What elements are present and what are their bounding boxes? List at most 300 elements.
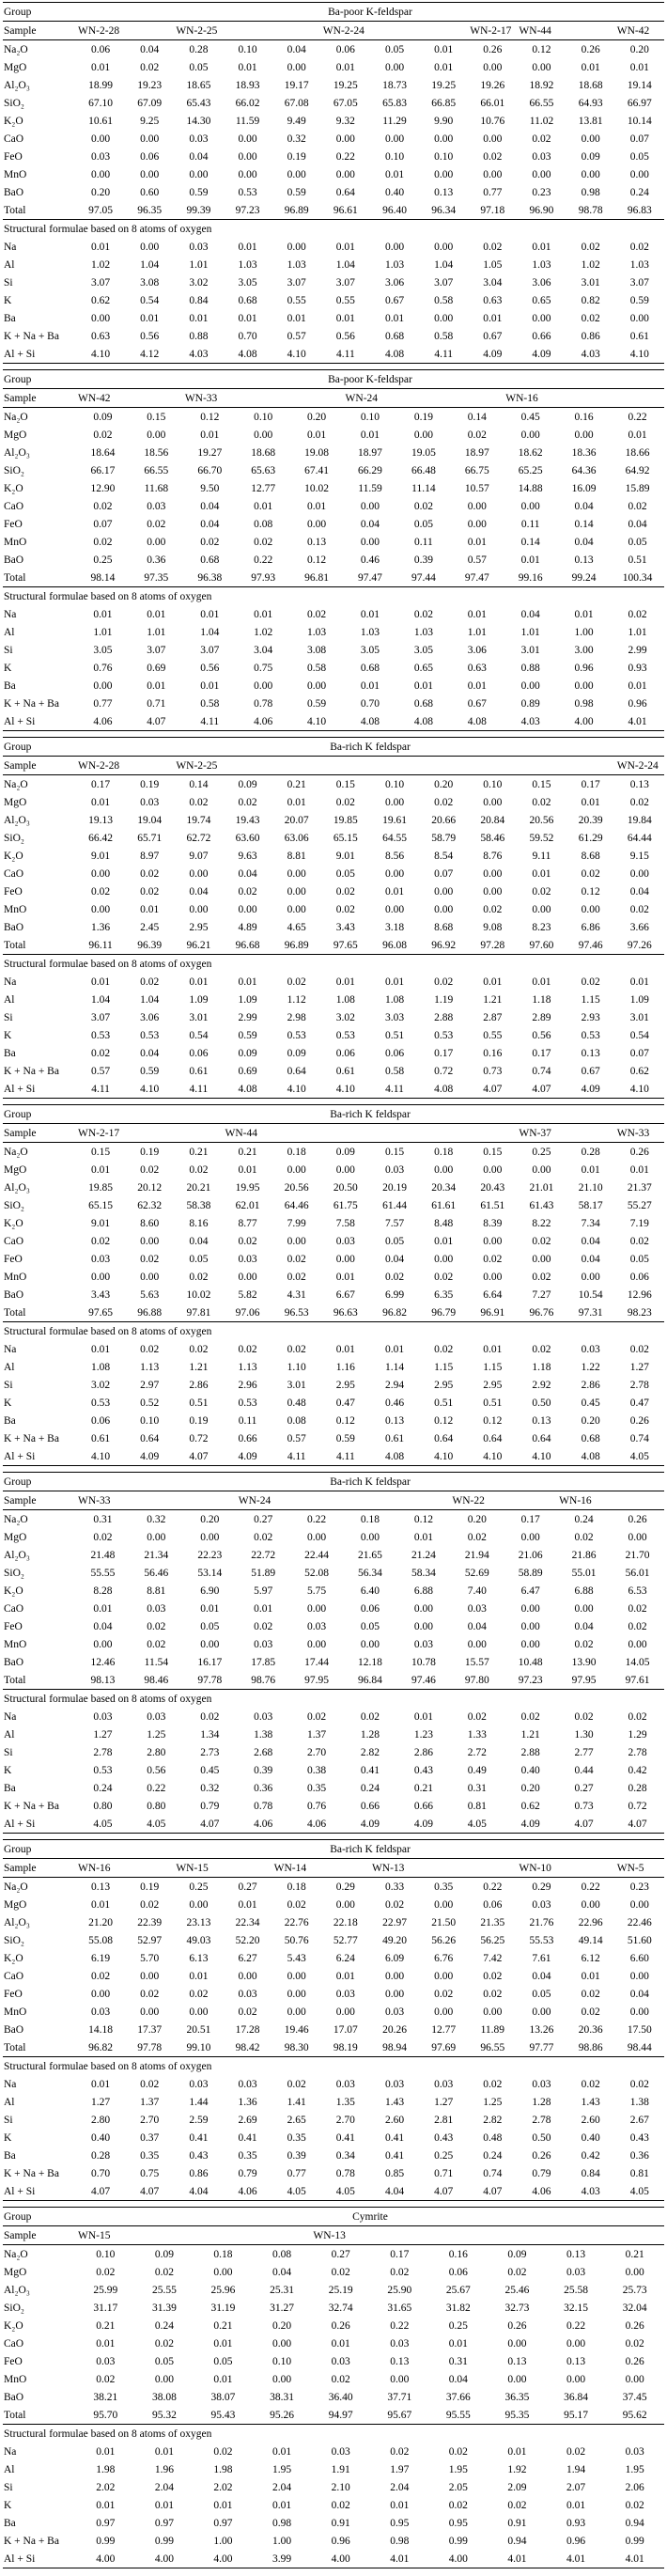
value-cell: 96.39 (137, 939, 163, 951)
value-cell: 18.62 (518, 446, 543, 459)
value-cell: 0.61 (629, 330, 649, 342)
value-cell: 0.09 (287, 1047, 306, 1059)
value-cell: 1.96 (154, 2463, 174, 2475)
value-cell: 0.00 (483, 867, 503, 880)
value-cell: 98.42 (235, 2041, 260, 2053)
table-row (3, 1491, 664, 1510)
row-label: CaO (4, 133, 24, 145)
value-cell: 0.24 (154, 2319, 174, 2332)
value-cell: 0.77 (287, 2167, 306, 2179)
value-cell: 0.02 (390, 2445, 410, 2458)
value-cell: 1.00 (213, 2535, 233, 2547)
value-cell: 0.00 (574, 1602, 594, 1615)
value-cell: 97.95 (304, 1674, 330, 1686)
value-cell: 1.94 (566, 2463, 586, 2475)
value-cell: 0.02 (93, 1531, 113, 1543)
value-cell: 0.06 (91, 1414, 111, 1427)
value-cell: 0.01 (335, 976, 355, 988)
value-cell: 0.21 (625, 2248, 644, 2260)
value-cell: 21.10 (578, 1181, 603, 1194)
value-cell: 4.10 (76, 345, 125, 364)
value-cell: 19.23 (137, 79, 163, 91)
value-cell: 0.10 (238, 43, 257, 55)
value-cell: 4.09 (125, 1447, 174, 1466)
table-row (3, 389, 664, 408)
value-cell: 0.01 (91, 1343, 111, 1355)
value-cell: 5.82 (238, 1288, 257, 1301)
value-cell: 0.02 (335, 903, 355, 915)
value-cell: 67.08 (284, 97, 309, 109)
value-cell: 10.02 (186, 1288, 211, 1301)
value-cell: 0.01 (91, 1898, 111, 1911)
value-cell: 96.34 (431, 204, 457, 216)
value-cell: 0.00 (520, 429, 540, 441)
value-cell: 49.14 (578, 1934, 603, 1946)
value-cell: 0.00 (434, 241, 454, 253)
value-cell: 3.08 (307, 644, 327, 656)
value-cell: 4.10 (468, 1447, 517, 1466)
value-cell: 0.00 (93, 679, 113, 692)
value-cell: 0.03 (140, 796, 160, 808)
value-cell: 0.04 (238, 867, 257, 880)
value-cell: 2.97 (140, 1379, 160, 1391)
value-cell: 0.16 (574, 411, 594, 423)
value-cell: 0.59 (307, 697, 327, 710)
value-cell: 65.71 (137, 832, 163, 844)
value-cell: 52.08 (304, 1567, 330, 1579)
value-cell: 4.10 (321, 1080, 370, 1099)
value-cell: 0.42 (628, 1764, 647, 1776)
value-cell: 19.85 (88, 1181, 114, 1194)
value-cell: 2.95 (189, 921, 209, 933)
value-cell: 0.00 (520, 500, 540, 512)
value-cell: 4.09 (344, 1815, 397, 1834)
value-cell: 21.37 (627, 1181, 652, 1194)
value-cell: 0.00 (91, 867, 111, 880)
value-cell: 0.05 (532, 1988, 551, 2000)
value-cell: 0.24 (574, 1513, 594, 1525)
value-cell: 96.83 (627, 204, 652, 216)
value-cell: 0.00 (91, 1988, 111, 2000)
value-cell: 25.55 (151, 2284, 177, 2296)
value-cell: 0.79 (532, 2167, 551, 2179)
value-cell: 0.70 (91, 2167, 111, 2179)
sample-name: WN-16 (504, 389, 664, 408)
value-cell: 1.09 (629, 993, 649, 1006)
row-label: Al₂O₃ (4, 1916, 30, 1928)
value-cell: 2.65 (287, 2114, 306, 2126)
value-cell: 16.09 (571, 482, 597, 494)
value-cell: 96.61 (333, 204, 358, 216)
value-cell: 0.02 (384, 1898, 405, 1911)
value-cell: 0.01 (335, 241, 355, 253)
value-cell: 0.24 (483, 2149, 503, 2162)
table-row (3, 1761, 664, 1779)
value-cell: 3.01 (629, 1011, 649, 1023)
value-cell: 0.54 (629, 1029, 649, 1041)
row-label: Ba (4, 679, 16, 692)
value-cell: 0.02 (140, 2078, 160, 2090)
row-label: SiO₂ (4, 1567, 24, 1579)
value-cell: 4.08 (370, 1447, 419, 1466)
value-cell: 0.26 (625, 2319, 644, 2332)
table-row (3, 1582, 664, 1600)
value-cell: 0.03 (189, 241, 209, 253)
value-cell: 4.08 (566, 1447, 615, 1466)
value-cell: 58.38 (186, 1199, 211, 1211)
row-label: MgO (4, 1163, 27, 1176)
value-cell: 66.17 (90, 464, 116, 476)
value-cell: 32.73 (504, 2302, 530, 2314)
value-cell: 0.00 (581, 133, 600, 145)
value-cell: 95.17 (564, 2409, 588, 2421)
value-cell: 3.04 (254, 644, 273, 656)
sample-name: WN-2-17 (468, 22, 517, 40)
value-cell: 0.78 (254, 1800, 273, 1812)
value-cell: 3.00 (574, 644, 594, 656)
table-row (3, 1815, 664, 1834)
table-row (3, 291, 664, 309)
value-cell: 65.15 (333, 832, 358, 844)
value-cell: 2.04 (390, 2481, 410, 2493)
value-cell: 61.51 (480, 1199, 505, 1211)
value-cell: 0.00 (91, 133, 111, 145)
value-cell: 0.00 (467, 1638, 487, 1650)
value-cell: 0.93 (628, 662, 647, 674)
table-row (3, 551, 664, 569)
value-cell: 0.94 (625, 2517, 644, 2529)
value-cell: 0.98 (272, 2517, 292, 2529)
value-cell: 6.60 (629, 1952, 649, 1964)
value-cell: 1.27 (93, 1728, 113, 1741)
value-cell: 9.11 (532, 850, 551, 862)
value-cell: 0.00 (238, 168, 257, 180)
value-cell: 2.09 (507, 2481, 527, 2493)
value-cell: 0.91 (331, 2517, 350, 2529)
value-cell: 14.88 (518, 482, 543, 494)
value-cell: 1.01 (628, 626, 647, 638)
value-cell: 0.02 (628, 608, 647, 620)
value-cell: 0.00 (483, 61, 503, 73)
value-cell: 0.40 (581, 2131, 600, 2144)
value-cell: 12.96 (627, 1288, 652, 1301)
value-cell: 0.02 (483, 241, 503, 253)
table-row (3, 2443, 664, 2460)
value-cell: 0.22 (628, 411, 647, 423)
value-cell: 0.01 (91, 1163, 111, 1176)
value-cell: 0.00 (147, 1531, 166, 1543)
value-cell: 25.19 (328, 2284, 353, 2296)
value-cell: 0.01 (384, 168, 405, 180)
value-cell: 0.02 (189, 796, 209, 808)
value-cell: 51.89 (251, 1567, 276, 1579)
value-cell: 0.01 (96, 2337, 116, 2350)
table-row (3, 461, 664, 479)
value-cell: 0.02 (200, 1710, 220, 1723)
value-cell: 0.01 (335, 312, 355, 324)
row-label: BaO (4, 2391, 24, 2403)
value-cell: 4.08 (223, 345, 271, 364)
value-cell: 0.01 (520, 554, 540, 566)
value-cell: 0.02 (581, 241, 600, 253)
value-cell: 1.03 (532, 258, 551, 271)
value-cell: 0.02 (154, 2337, 174, 2350)
value-cell: 3.02 (335, 1011, 355, 1023)
value-cell: 1.04 (200, 626, 220, 638)
value-cell: 0.20 (434, 778, 454, 790)
value-cell: 0.19 (140, 778, 160, 790)
value-cell: 0.13 (91, 1881, 111, 1893)
value-cell: 96.82 (88, 2041, 114, 2053)
value-cell: 0.02 (91, 1047, 111, 1059)
value-cell: 0.31 (448, 2355, 468, 2367)
sample-name: WN-15 (76, 2226, 311, 2245)
value-cell: 0.27 (254, 1513, 273, 1525)
value-cell: 0.00 (628, 1531, 647, 1543)
value-cell: 20.12 (137, 1181, 163, 1194)
value-cell: 0.02 (467, 429, 487, 441)
value-cell: 4.07 (174, 1447, 223, 1466)
value-cell: 0.04 (189, 150, 209, 163)
value-cell: 0.75 (254, 662, 273, 674)
value-cell: 0.04 (200, 500, 220, 512)
value-cell: 0.79 (238, 2167, 257, 2179)
formula-note: Structural formulae based on 8 atoms of oxygen (3, 1690, 664, 1709)
value-cell: 10.78 (411, 1656, 436, 1668)
value-cell: 61.44 (382, 1199, 407, 1211)
value-cell: 56.46 (144, 1567, 169, 1579)
value-cell: 0.02 (93, 500, 113, 512)
value-cell: 63.60 (235, 832, 260, 844)
group-name: Ba-rich K feldspar (76, 1473, 664, 1491)
value-cell: 0.41 (384, 2131, 405, 2144)
row-label: K (4, 1397, 12, 1409)
value-cell: 0.00 (287, 867, 306, 880)
value-cell: 64.44 (627, 832, 652, 844)
value-cell: 95.55 (445, 2409, 471, 2421)
value-cell: 97.26 (627, 939, 652, 951)
value-cell: 0.01 (434, 43, 454, 55)
value-cell: 66.85 (431, 97, 457, 109)
value-cell: 0.42 (581, 2149, 600, 2162)
value-cell: 3.05 (360, 644, 380, 656)
value-cell: 0.74 (629, 1432, 649, 1444)
value-cell: 0.00 (520, 1602, 540, 1615)
value-cell: 56.34 (358, 1567, 382, 1579)
row-label: BaO (4, 2023, 24, 2036)
value-cell: 0.22 (581, 1881, 600, 1893)
value-cell: 0.02 (628, 500, 647, 512)
value-cell: 1.25 (147, 1728, 166, 1741)
value-cell: 0.25 (434, 2149, 454, 2162)
value-cell: 0.18 (287, 1881, 306, 1893)
value-cell: 4.07 (557, 1815, 611, 1834)
value-cell: 4.07 (76, 2182, 125, 2201)
value-cell: 0.36 (147, 554, 166, 566)
value-cell: 38.31 (270, 2391, 295, 2403)
value-cell: 1.21 (189, 1361, 209, 1373)
table-row (3, 2129, 664, 2147)
value-cell: 1.92 (507, 2463, 527, 2475)
value-cell: 0.00 (507, 2373, 527, 2385)
value-cell: 3.03 (384, 1011, 405, 1023)
value-cell: 2.80 (91, 2114, 111, 2126)
value-cell: 0.09 (238, 1047, 257, 1059)
value-cell: 2.86 (189, 1379, 209, 1391)
value-cell: 6.86 (581, 921, 600, 933)
value-cell: 0.00 (434, 1970, 454, 1982)
value-cell: 0.01 (335, 1343, 355, 1355)
value-cell: 0.01 (91, 2078, 111, 2090)
value-cell: 0.95 (448, 2517, 468, 2529)
value-cell: 0.01 (154, 2499, 174, 2511)
table-row (3, 1340, 664, 1358)
value-cell: 0.02 (287, 1898, 306, 1911)
value-cell: 1.00 (272, 2535, 292, 2547)
value-cell: 7.58 (335, 1217, 355, 1229)
value-cell: 0.00 (307, 679, 327, 692)
value-cell: 97.35 (144, 571, 169, 584)
value-cell: 19.27 (197, 446, 223, 459)
value-cell: 1.28 (532, 2096, 551, 2108)
value-cell: 0.03 (331, 2355, 350, 2367)
row-label: MgO (4, 796, 27, 808)
value-cell: 0.01 (581, 1163, 600, 1176)
table-row (3, 623, 664, 641)
value-cell: 1.02 (581, 258, 600, 271)
value-cell: 0.76 (93, 662, 113, 674)
row-label: Na (4, 608, 17, 620)
sample-name: WN-16 (76, 1859, 174, 1878)
value-cell: 2.98 (287, 1011, 306, 1023)
value-cell: 0.00 (360, 1638, 380, 1650)
row-label: SiO₂ (4, 1199, 24, 1211)
value-cell: 4.09 (517, 345, 566, 364)
value-cell: 0.35 (434, 1881, 454, 1893)
value-cell: 0.25 (189, 1881, 209, 1893)
value-cell: 64.93 (578, 97, 603, 109)
row-label: CaO (4, 500, 24, 512)
value-cell: 20.84 (480, 814, 505, 826)
value-cell: 0.24 (629, 186, 649, 198)
sample-name: WN-22 (450, 1491, 557, 1510)
value-cell: 0.03 (238, 2078, 257, 2090)
value-cell: 0.02 (91, 885, 111, 898)
value-cell: 2.05 (448, 2481, 468, 2493)
value-cell: 0.01 (532, 976, 551, 988)
value-cell: 0.01 (384, 885, 405, 898)
value-cell: 1.28 (360, 1728, 380, 1741)
value-cell: 0.96 (566, 2535, 586, 2547)
value-cell: 0.01 (91, 241, 111, 253)
value-cell: 0.03 (91, 1253, 111, 1265)
value-cell: 2.95 (335, 1379, 355, 1391)
value-cell: 22.72 (251, 1549, 276, 1561)
value-cell: 6.27 (238, 1952, 257, 1964)
value-cell: 21.76 (529, 1916, 554, 1928)
table-row (3, 1510, 664, 1529)
sample-name: WN-42 (615, 22, 664, 40)
value-cell: 0.00 (335, 1253, 355, 1265)
table-row (3, 94, 664, 112)
table-row (3, 515, 664, 533)
table-row (3, 1840, 664, 1859)
value-cell: 0.74 (532, 1065, 551, 1077)
value-cell: 4.09 (504, 1815, 557, 1834)
value-cell: 0.00 (483, 885, 503, 898)
table-row (3, 1949, 664, 1967)
value-cell: 0.01 (467, 608, 487, 620)
row-label: FeO (4, 885, 23, 898)
value-cell: 0.55 (287, 294, 306, 306)
value-cell: 0.01 (154, 2445, 174, 2458)
value-cell: 96.84 (358, 1674, 382, 1686)
row-label: MnO (4, 2006, 27, 2018)
table-row (3, 1412, 664, 1429)
table-row (3, 130, 664, 148)
value-cell: 0.03 (532, 1898, 551, 1911)
value-cell: 20.26 (382, 2023, 407, 2036)
value-cell: 0.98 (574, 697, 594, 710)
value-cell: 1.09 (238, 993, 257, 1006)
value-cell: 0.10 (272, 2355, 292, 2367)
row-label: Na₂O (4, 1146, 28, 1158)
value-cell: 32.15 (564, 2302, 588, 2314)
row-label: Al (4, 1728, 15, 1741)
value-cell: 0.03 (335, 1988, 355, 2000)
value-cell: 0.01 (628, 679, 647, 692)
value-cell: 0.03 (384, 2078, 405, 2090)
value-cell: 0.02 (307, 608, 327, 620)
value-cell: 0.00 (434, 1163, 454, 1176)
value-cell: 0.28 (628, 1782, 647, 1794)
value-cell: 98.44 (627, 2041, 652, 2053)
value-cell: 0.80 (93, 1800, 113, 1812)
value-cell: 0.03 (384, 1163, 405, 1176)
value-cell: 0.06 (448, 2266, 468, 2278)
value-cell: 3.18 (384, 921, 405, 933)
value-cell: 0.66 (360, 1800, 380, 1812)
table-row (3, 1124, 664, 1143)
value-cell: 0.02 (507, 2266, 527, 2278)
value-cell: 0.02 (189, 1163, 209, 1176)
sample-label: Sample (3, 1859, 76, 1878)
value-cell: 0.00 (91, 168, 111, 180)
value-cell: 0.00 (213, 2266, 233, 2278)
value-cell: 0.53 (335, 1029, 355, 1041)
value-cell: 0.00 (532, 903, 551, 915)
value-cell: 0.17 (520, 1513, 540, 1525)
value-cell: 2.89 (532, 1011, 551, 1023)
value-cell: 2.68 (254, 1746, 273, 1758)
value-cell: 0.01 (200, 1602, 220, 1615)
table-row (3, 220, 664, 239)
value-cell: 0.00 (629, 1970, 649, 1982)
sample-name: WN-24 (237, 1491, 451, 1510)
row-label: SiO₂ (4, 2302, 24, 2314)
value-cell: 0.02 (467, 1531, 487, 1543)
value-cell: 52.69 (464, 1567, 489, 1579)
table-row (3, 793, 664, 811)
value-cell: 2.78 (532, 2114, 551, 2126)
value-cell: 0.04 (140, 43, 160, 55)
value-cell: 0.09 (335, 1146, 355, 1158)
value-cell: 20.19 (382, 1181, 407, 1194)
value-cell: 0.00 (287, 1988, 306, 2000)
value-cell: 0.01 (434, 1235, 454, 1247)
value-cell: 0.59 (629, 294, 649, 306)
value-cell: 0.26 (532, 2149, 551, 2162)
